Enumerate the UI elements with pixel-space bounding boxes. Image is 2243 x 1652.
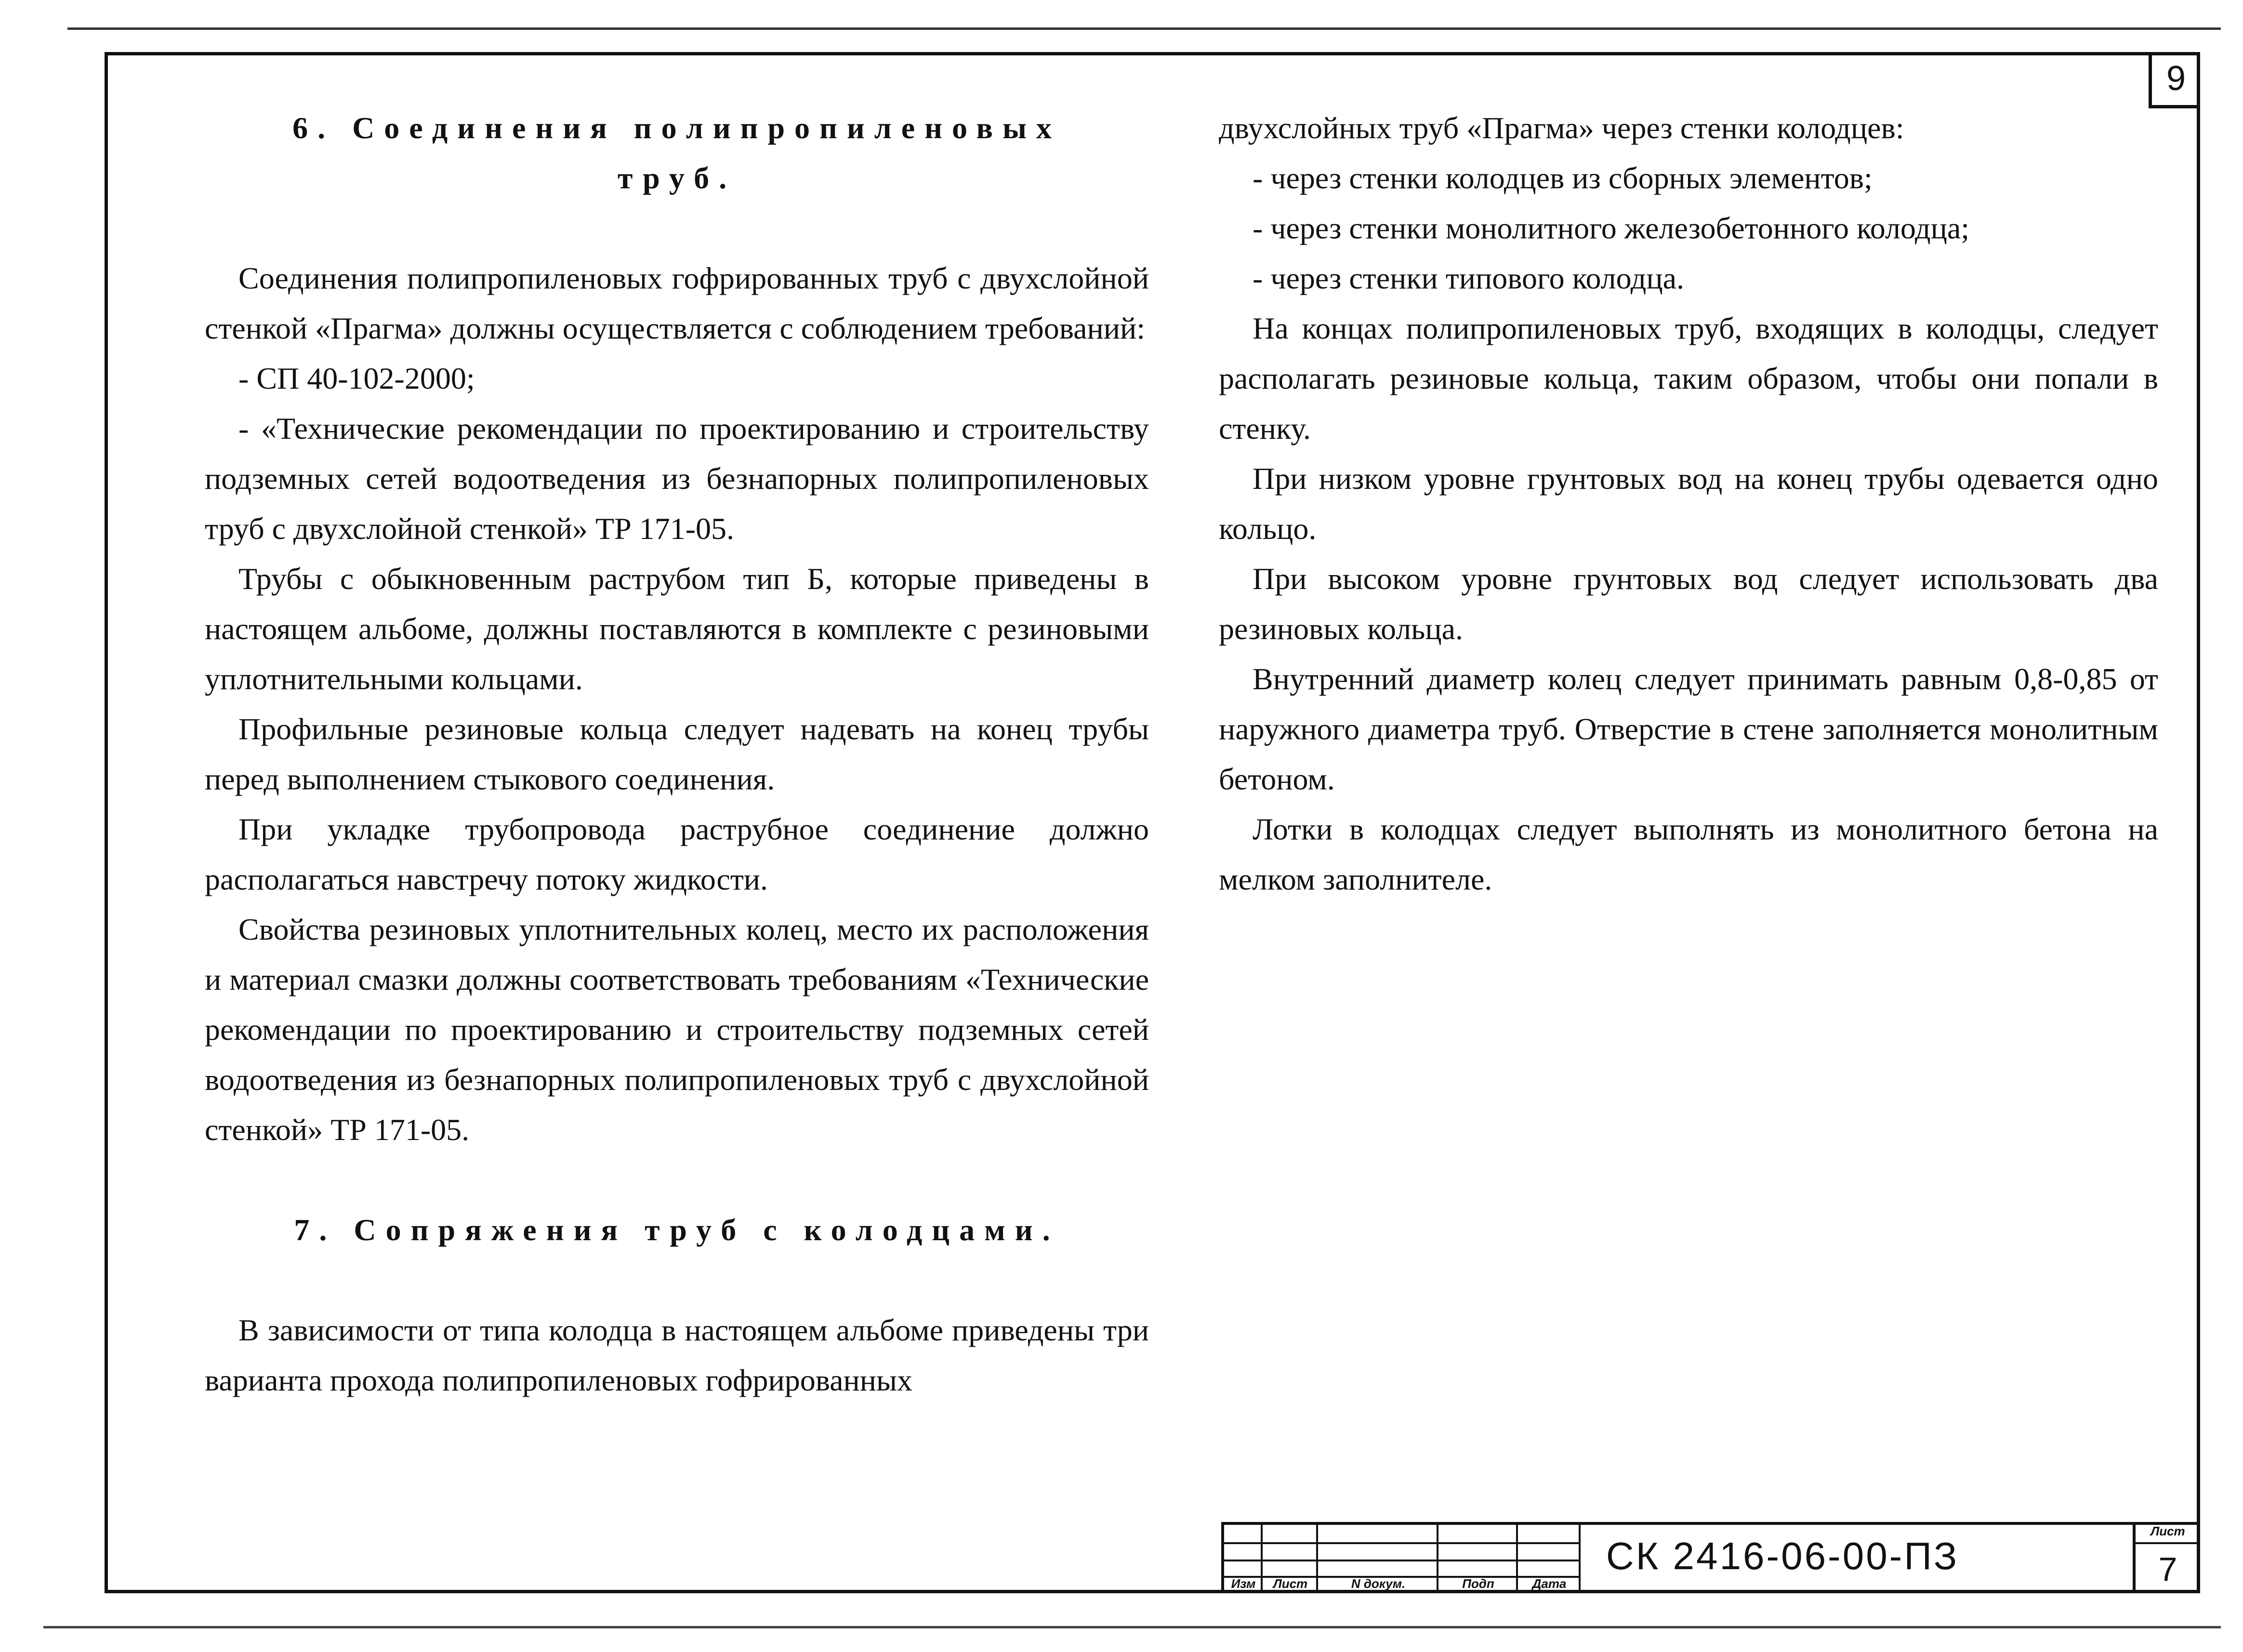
section-6-heading-line1: 6. Соединения полипропиленовых — [292, 111, 1061, 145]
title-block-label-izm: Изм — [1231, 1576, 1256, 1591]
spacer — [205, 1155, 1149, 1205]
list-item: - через стенки колодцев из сборных элементов; — [1253, 161, 1873, 195]
paragraph: Внутренний диаметр колец следует принимать равным 0,8-0,85 от наружного диаметра труб. Отверстие в стене заполняется монолитным бетоном. — [1219, 662, 2158, 796]
sheet-label: Лист — [2151, 1524, 2185, 1538]
paragraph: На концах полипропиленовых труб, входящих в колодцы, следует располагать резиновые кольца, таким образом, чтобы они попали в стенку. — [1219, 311, 2158, 446]
title-block-label-date: Дата — [1532, 1576, 1567, 1591]
paragraph: При высоком уровне грунтовых вод следует использовать два резиновых кольца. — [1219, 562, 2158, 646]
title-block-label-sign: Подп — [1462, 1576, 1494, 1591]
spacer — [205, 203, 1149, 253]
paragraph: Трубы с обыкновенным раструбом тип Б, которые приведены в настоящем альбоме, должны поставляются в комплекте с резиновыми уплотнительными кольцами. — [205, 562, 1149, 696]
sheet-box — [2133, 1522, 2200, 1593]
list-item: - СП 40-102-2000; — [238, 361, 475, 395]
section-7-heading: 7. Сопряжения труб с колодцами. — [294, 1213, 1060, 1247]
paragraph: При низком уровне грунтовых вод на конец трубы одевается одно кольцо. — [1219, 461, 2158, 546]
paragraph: При укладке трубопровода раструбное соединение должно располагаться навстречу потоку жидкости. — [205, 812, 1149, 896]
paragraph: двухслойных труб «Прагма» через стенки колодцев: — [1219, 111, 1904, 145]
paragraph: Профильные резиновые кольца следует надевать на конец трубы перед выполнением стыкового соединения. — [205, 712, 1149, 796]
sheet-number: 7 — [2158, 1550, 2177, 1588]
title-block-label-doc: N докум. — [1351, 1576, 1406, 1591]
title-block-label-list: Лист — [1273, 1576, 1308, 1591]
scan-edge-top — [67, 27, 2221, 30]
spacer — [205, 1255, 1149, 1305]
section-6-heading-line2: труб. — [617, 161, 737, 195]
scan-edge-bottom — [43, 1626, 2221, 1628]
list-item: - «Технические рекомендации по проектированию и строительству подземных сетей водоотведения из безнапорных полипропиленовых труб с двухслойной стенкой» ТР 171-05. — [205, 411, 1149, 546]
paragraph: В зависимости от типа колодца в настоящем альбоме приведены три варианта прохода полипропиленовых гофрированных — [205, 1313, 1149, 1397]
document-code: СК 2416-06-00-ПЗ — [1606, 1534, 1959, 1577]
sheet-box-rule — [2136, 1542, 2200, 1544]
paragraph: Лотки в колодцах следует выполнять из монолитного бетона на мелком заполнителе. — [1219, 812, 2158, 896]
paragraph: Соединения полипропиленовых гофрированных труб с двухслойной стенкой «Прагма» должны осуществляется с соблюдением требований: — [205, 261, 1149, 345]
right-column — [1219, 103, 2158, 905]
list-item: - через стенки типового колодца. — [1253, 261, 1684, 295]
list-item: - через стенки монолитного железобетонного колодца; — [1253, 211, 1970, 245]
left-column — [205, 103, 1149, 1405]
paragraph: Свойства резиновых уплотнительных колец, место их расположения и материал смазки должны соответствовать требованиям «Технические рекомендации по проектированию и строительству подземных сетей водоотведения из безнапорных полипропиленовых труб с двухслойной стенкой» ТР 171-05. — [205, 912, 1149, 1147]
page-number-badge: 9 — [2149, 52, 2200, 108]
